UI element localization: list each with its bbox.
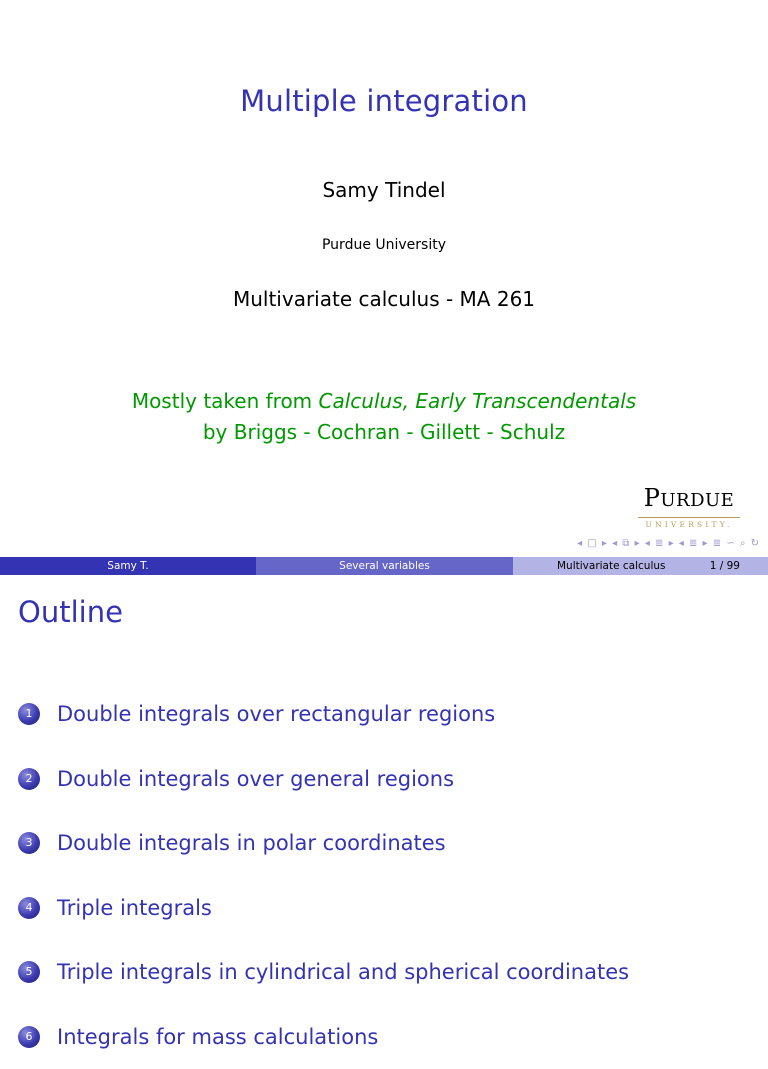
outline-slide [0, 575, 768, 1024]
item-number-ball: 2 [18, 768, 40, 790]
outline-list [18, 682, 629, 1069]
outline-item[interactable] [18, 876, 629, 941]
slide-footer [0, 557, 768, 575]
author-name: Samy Tindel [0, 178, 768, 202]
purdue-logo-initial: P [644, 484, 661, 512]
item-number-ball: 4 [18, 897, 40, 919]
item-number-ball: 5 [18, 961, 40, 983]
outline-item[interactable] [18, 811, 629, 876]
outline-item-label[interactable]: Double integrals in polar coordinates [57, 831, 446, 855]
footer-section: Several variables [256, 557, 513, 575]
institute-name: Purdue University [0, 237, 768, 253]
outline-item-label[interactable]: Triple integrals [57, 896, 212, 920]
outline-item-label[interactable]: Triple integrals in cylindrical and spherical coordinates [57, 960, 629, 984]
course-name: Multivariate calculus - MA 261 [0, 287, 768, 311]
purdue-logo-subtitle: UNIVERSITY. [634, 520, 744, 529]
item-number-ball: 1 [18, 703, 40, 725]
footer-short-title: Multivariate calculus [557, 557, 666, 575]
outline-item-label[interactable]: Integrals for mass calculations [57, 1025, 378, 1049]
outline-item[interactable] [18, 682, 629, 747]
item-number-ball: 3 [18, 832, 40, 854]
credit-prefix: Mostly taken from [132, 389, 319, 413]
item-number-ball: 6 [18, 1026, 40, 1048]
credit-book-authors: by Briggs - Cochran - Gillett - Schulz [203, 420, 565, 444]
frame-title: Outline [18, 595, 123, 629]
footer-author: Samy T. [0, 557, 256, 575]
purdue-logo-rest: URDUE [660, 490, 734, 511]
footer-title-block [513, 557, 768, 575]
outline-item[interactable] [18, 1005, 629, 1069]
outline-item-label[interactable]: Double integrals over rectangular regions [57, 702, 495, 726]
outline-item-label[interactable]: Double integrals over general regions [57, 767, 454, 791]
outline-item[interactable] [18, 747, 629, 812]
footer-page-number: 1 / 99 [710, 557, 740, 575]
source-credit [0, 386, 768, 448]
credit-book-title: Calculus, Early Transcendentals [319, 389, 637, 413]
outline-item[interactable] [18, 940, 629, 1005]
purdue-logo-rule [638, 517, 740, 518]
beamer-navigation-icons[interactable]: ◂ □ ▸ ◂ ⧉ ▸ ◂ ≣ ▸ ◂ ≣ ▸ ≣ ∽ ⌕ ↻ [577, 538, 760, 549]
purdue-logo-wordmark [634, 485, 744, 514]
presentation-title: Multiple integration [0, 84, 768, 118]
purdue-logo [634, 485, 744, 529]
